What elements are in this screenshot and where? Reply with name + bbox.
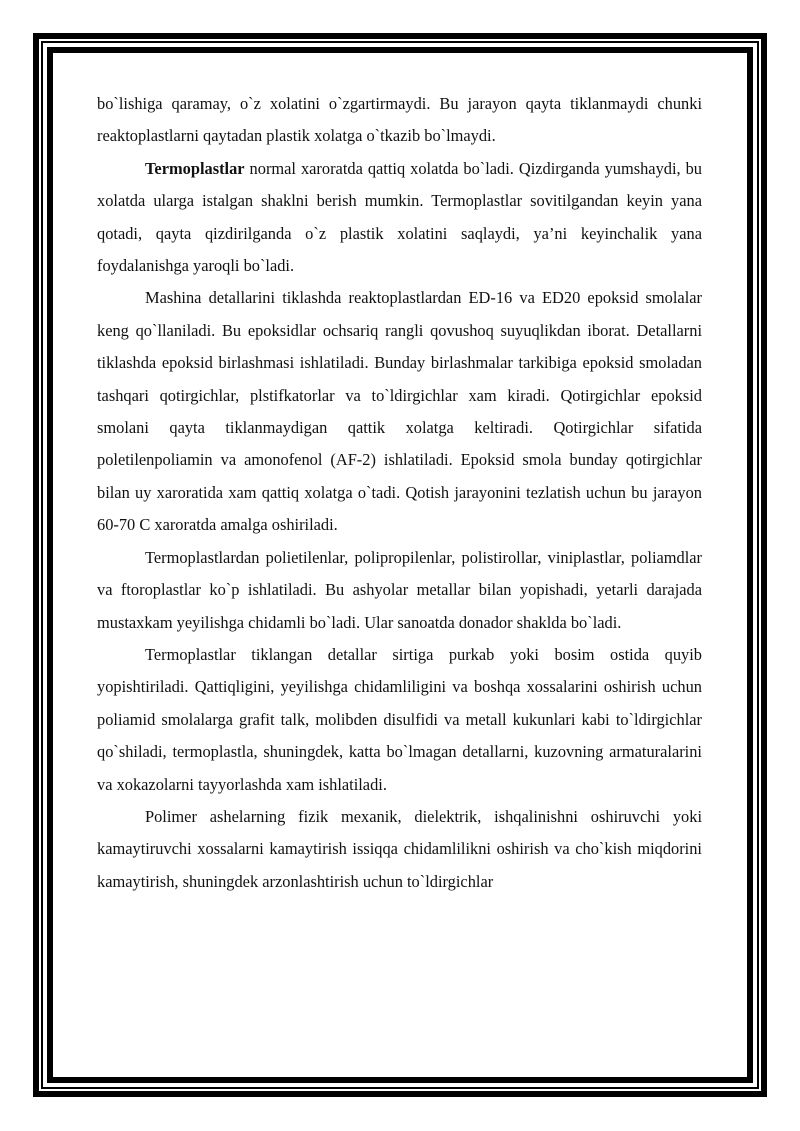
paragraph-2-text: normal xaroratda qattiq xolatda bo`ladi. Qizdirganda yumshaydi, bu xolatda ularga istalgan shaklni berish mumkin. Termoplastlar sovitilgandan keyin yana qotadi, qayta qizdirilganda o`z plastik xolatini saqlaydi, ya’ni keyinchalik yana foydalanishga yaroqli bo`ladi. bbox=[97, 158, 702, 276]
paragraph-1 bbox=[97, 88, 702, 153]
paragraph-5 bbox=[97, 639, 702, 801]
document-body bbox=[97, 88, 702, 898]
paragraph-2 bbox=[97, 153, 702, 283]
paragraph-4-text: Termoplastlardan polietilenlar, polipropilenlar, polistirollar, viniplastlar, poliamdlar va ftoroplastlar ko`p ishlatiladi. Bu ashyolar metallar bilan yopishadi, yetarli darajada mustaxkam yeyilishga chidamli bo`ladi. Ular sanoatda donador shaklda bo`ladi. bbox=[97, 547, 702, 632]
paragraph-5-text: Termoplastlar tiklangan detallar sirtiga purkab yoki bosim ostida quyib yopishtiriladi. Qattiqligini, yeyilishga chidamliligini va boshqa xossalarini oshirish uchun poliamid smolalarga grafit talk, molibden disulfidi va metall kukunlari kabi to`ldirgichlar qo`shiladi, termoplastla, shuningdek, katta bo`lmagan detallarni, kuzovning armaturalarini va xokazolarni tayyorlashda xam ishlatiladi. bbox=[97, 644, 702, 794]
paragraph-6-text: Polimer ashelarning fizik mexanik, dielektrik, ishqalinishni oshiruvchi yoki kamaytiruvchi xossalarni kamaytirish issiqqa chidamlilikni oshirish va cho`kish miqdorini kamaytirish, shuningdek arzonlashtirish uchun to`ldirgichlar bbox=[97, 806, 702, 891]
paragraph-6 bbox=[97, 801, 702, 898]
paragraph-3-text: Mashina detallarini tiklashda reaktoplastlardan ED-16 va ED20 epoksid smolalar keng qo`llaniladi. Bu epoksidlar ochsariq rangli qovushoq suyuqlikdan iborat. Detallarni tiklashda epoksid birlashmasi ishlatiladi. Bunday birlashmalar tarkibiga epoksid smoladan tashqari qotirgichlar, plstifkatorlar va to`ldirgichlar xam kiradi. Qotirgichlar epoksid smolani qayta tiklanmaydigan qattik xolatga keltiradi. Qotirgichlar sifatida poletilenpoliamin va amonofenol (AF-2) ishlatiladi. Epoksid smola bunday qotirgichlar bilan uy xaroratida xam qattiq xolatga o`tadi. Qotish jarayonini tezlatish uchun bu jarayon 60-70 C xaroratda amalga oshiriladi. bbox=[97, 288, 702, 535]
paragraph-4 bbox=[97, 542, 702, 639]
paragraph-3 bbox=[97, 282, 702, 541]
paragraph-2-lead: Termoplastlar bbox=[145, 158, 245, 178]
paragraph-1-text: bo`lishiga qaramay, o`z xolatini o`zgartirmaydi. Bu jarayon qayta tiklanmaydi chunki reaktoplastlarni qaytadan plastik xolatga o`tkazib bo`lmaydi. bbox=[97, 94, 702, 146]
